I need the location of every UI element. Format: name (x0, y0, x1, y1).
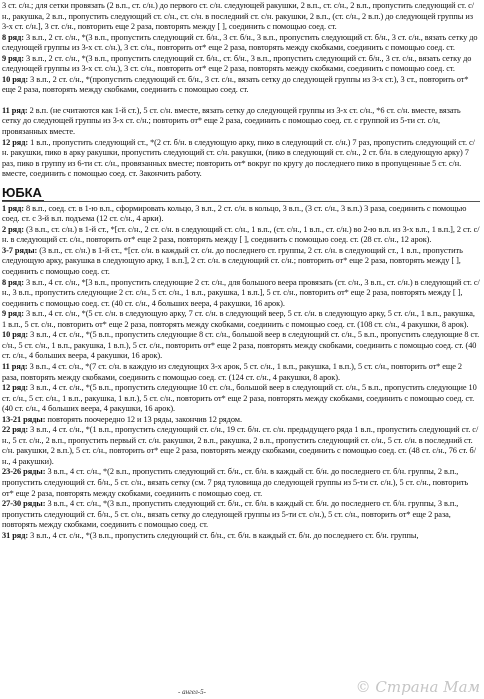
row-label: 8 ряд: (2, 277, 24, 287)
row-label: 1 ряд: (2, 203, 24, 213)
row-paragraph (2, 415, 480, 426)
row-label: 10 ряд: (2, 74, 29, 84)
row-label: 9 ряд: (2, 53, 24, 63)
row-text: 3 в.п., 2 ст. с/н., *(3 в.п., пропустить следующий ст. б/н., 3 ст. б/н., 3 в.п., пропустить следующий ст. б/н., 3 ст. с/н., вязать сетку до следующей группы из 3-х ст. с/н.), 3 ст. с/н., повторить от* еще 2 раза, повторять между скобками, соединить с помощью соед. ст. (2, 32, 478, 53)
bodice-final-rows (2, 106, 480, 180)
intro-text: 3 ст. с/н.; для сетки провязать (2 в.п., ст. с/н.) до первого ст. с/н. следующей ракушки, 2 в.п., ст. с/н., 2 в.п., пропустить следующий ст. с/н., ракушка, 2 в.п., пропустить следующий ст. с/н., ст. с/н. в последний ст. с/н. ракушки, 2 в.п., (ст. с/н., 2 в.п.) до следующей группы из 3-х ст. с/н.], 3 ст. с/н., повторить еще 2 раза, повторять между [ ], соединить с помощью соед. ст. (2, 1, 475, 32)
row-text: 3 в.п., 2 ст. с/н., *(пропустить следующий ст. б/н., 3 ст. с/н., вязать сетку до следующей группы из 3-х ст.), 3 ст., повторить от* еще 2 раза, повторять между скобками, соединить с помощью соед. ст. (2, 74, 469, 95)
row-paragraph (2, 499, 480, 531)
row-label: 23-26 ряды: (2, 467, 46, 477)
row-text: 3 в.п., 4 ст. с/н., *(5 в.п., пропустить следующие 10 ст. с/н., большой веер в следующий ст. с/н., 5 в.п., пропустить следующие 10 ст. с/н., 5 ст. с/н., 1 в.п., ракушка, 1 в.п.), 5 ст. с/н., повторить от* еще 2 раза, повторять между скобками, соединить с помощью соед. ст. (40 ст. с/н., 4 больших веера, 4 ракушки, 16 арок). (2, 383, 477, 414)
row-text: 3 в.п., 2 ст. с/н., *(3 в.п., пропустить следующий ст. б/н., ст. б/н., 3 в.п., пропустить следующий ст. б/н., 3 ст. с/н., вязать сетку до следующей группы из 3-х ст. с/н.), 3 ст. с/н., повторить от* еще 2 раза, повторять между скобками, соединить с помощью соед. ст. (2, 53, 472, 74)
row-text: 3 в.п., 4 ст. с/н., *(3 в.п., пропустить следующий ст. б/н., ст. б/н. в каждый ст. б/н. до последнего ст. б/н. группы, 3 в.п., пропустить следующий ст. б/н., 5 ст. с/н., вязать сетку до следующей группы из 5-ти ст. с/н.), 5 ст. с/н., повторить от* еще 2 раза, повторять между скобками, соединить с помощью соед. ст. (2, 499, 459, 530)
row-label: 3-7 ряды: (2, 245, 38, 255)
bodice-rows (2, 33, 480, 96)
row-text: 3 в.п., 4 ст. с/н., *(5 ст. с/н. в следующую арку, 7 ст. с/н. в следующий веер, 5 ст. с/н. в следующую арку, 5 ст. с/н., 1 в.п., ракушка, 1 в.п., 5 ст. с/н., повторить от* еще 2 раза, повторять между скобками, соединить с помощью соед. ст. (108 ст. с/н., 4 ракушки, 8 арок). (2, 309, 475, 329)
row-text: 3 в.п., 4 ст. с/н., *(5 в.п., пропустить следующие 8 ст. с/н., большой веер в следующий ст. с/н., 5 в.п., пропустить следующие 8 ст. с/н., 5 ст. с/н., 1 в.п., ракушка, 1 в.п.), 5 ст. с/н., повторить от* еще 2 раза, повторять между скобками, соединить с помощью соед. ст. (40 ст. с/н., 4 больших веера, 4 ракушки, 16 арок). (2, 330, 480, 361)
intro-paragraph (2, 1, 480, 33)
row-paragraph (2, 467, 480, 499)
row-paragraph (2, 309, 480, 330)
row-text: 8 в.п., соед. ст. в 1-ю в.п., сформировать кольцо, 3 в.п., 2 ст. с/н. в кольцо, 3 в.п., (3 ст. с/н., 3 в.п.) 3 раза, соединить с помощью соед. ст. с 3-й в.п. подъема (12 ст. с/н., 4 арки). (2, 203, 467, 224)
row-label: 22 ряд: (2, 425, 29, 435)
row-label: 27-30 ряды: (2, 499, 46, 509)
row-text: 1 в.п., пропустить следующий ст., *(2 ст. б/н. в следующую арку, пико в следующий ст. с/н.) 7 раз, пропустить следующий ст. с/н. ракушки, пико в арку ракушки, пропустить следующий ст. с/н. ракушки, (пико в следующий ст. с/н., 2 ст. б/н. в следующую арку) 7 раз, пико в группу из 6-ти ст. с/н., провязанных вместе; повторить от* вокруг по кругу до последнего пико в пропущенные 5 ст. с/н. вместе, соединить с помощью соед. ст. Закончить работу. (2, 137, 475, 179)
row-text: 2 в.п. (не считаются как 1-й ст.), 5 ст. с/н. вместе, вязать сетку до следующей группы из 3-х ст. с/н., *6 ст. с/н. вместе, вязать сетку до следующей группы из 3-х ст. с/н.; повторить от* еще 2 раза, соединить с помощью соед. ст. с группой из 5-ти ст. с/н, провязанных вместе. (2, 105, 461, 137)
row-paragraph (2, 246, 480, 278)
row-paragraph (2, 75, 480, 96)
row-paragraph (2, 33, 480, 54)
row-text: (3 в.п., ст. с/н.) в 1-й ст., *[ст. с/н., 2 ст. с/н. в следующий ст. с/н., 1 в.п., (ст. с/н., 1 в.п., ст. с/н.) во 2-ю в.п. из 3-х в.п., 1 в.п.], 2 ст. с/н. в следующий ст. с/н., повторить от* еще 2 раза, повторять между [ ], соединить с помощью соед. ст. (28 ст. с/н., 12 арок). (2, 224, 480, 245)
row-label: 12 ряд: (2, 383, 29, 393)
row-text: 3 в.п., 4 ст. с/н., *(1 в.п., пропустить следующий ст. с/н., 19 ст. б/н. ст. с/н. предыдущего ряда 1 в.п., пропустить следующий ст. с/н., 5 ст. с/н., 2 в.п., пропустить первый ст. с/н. ракушки, 2 в.п., ракушка, 2 в.п., пропустить следующий ст. с/н., 5 ст. с/н. в последний ст. с/н. ракушки, 2 в.п.), 5 ст. с/н., повторить от* еще 2 раза, повторять между скобками, соединить с помощью соед. ст. (48 ст. с/н., 76 ст. б/н., 4 ракушки). (2, 425, 479, 466)
row-label: 12 ряд: (2, 137, 29, 147)
watermark-logo: © Страна Мам (355, 678, 480, 696)
row-paragraph (2, 278, 480, 310)
row-label: 11 ряд: (2, 105, 28, 115)
section-divider (2, 201, 480, 202)
row-text: 3 в.п., 4 ст. с/н., *(2 в.п., пропустить следующий ст. б/н., ст. б/н. в каждый ст. б/н. до последнего ст. б/н. группы, 2 в.п., пропустить следующий ст. б/н., 5 ст. с/н., вязать сетку (см. 7 ряд туловища до следующей группы из 5-ти ст. с/н.), 5 ст. с/н., повторить от* еще 2 раза, повторять между скобками, соединить с помощью соед. ст. (2, 467, 469, 498)
row-paragraph (2, 362, 480, 383)
row-paragraph (2, 204, 480, 225)
row-text: повторять поочередно 12 и 13 ряды, закончив 12 рядом. (47, 414, 243, 424)
row-paragraph (2, 425, 480, 467)
section-title: ЮБКА (2, 184, 42, 200)
row-paragraph (2, 225, 480, 246)
row-paragraph (2, 531, 480, 542)
row-label: 13-21 ряды: (2, 414, 46, 424)
row-label: 11 ряд: (2, 361, 28, 371)
footer-signature: - ангел-5- (178, 688, 206, 696)
document-body (2, 1, 480, 541)
row-label: 9 ряд: (2, 309, 24, 319)
row-paragraph (2, 330, 480, 362)
row-text: 3 в.п., 4 ст. с/н., *(7 ст. с/н. в каждую из следующих 3-х арок, 5 ст. с/н., 1 в.п., ракушка, 1 в.п.), 5 ст. с/н., повторить от* еще 2 раза, повторять между скобками, соединить с помощью соед. ст. (124 ст. с/н., 4 ракушки, 8 арок). (2, 361, 463, 382)
row-paragraph (2, 106, 480, 138)
row-paragraph (2, 54, 480, 75)
row-text: (3 в.п., ст. с/н.) в 1-й ст., *[ст. с/н. в каждый ст. с/н. до последнего ст. группы, 2 ст. с/н. в следующий ст., 1 в.п., пропустить следующую арку, ракушка в следующую арку, 1 в.п.], 2 ст. с/н. в следующий ст. с/н.; повторить от* еще 2 раза, повторять между [ ], соединить с помощью соед. ст. (2, 245, 463, 277)
row-label: 2 ряд: (2, 224, 24, 234)
row-label: 8 ряд: (2, 32, 24, 42)
row-label: 31 ряд: (2, 530, 29, 540)
row-label: 10 ряд: (2, 330, 29, 340)
skirt-rows (2, 204, 480, 542)
row-paragraph (2, 383, 480, 415)
row-text: 3 в.п., 4 ст. с/н., *(3 в.п., пропустить следующий ст. б/н., ст. б/н. в каждый ст. б/н. до последнего ст. б/н. группы, (30, 530, 419, 540)
row-text: 3 в.п., 4 ст. с/н., *[3 в.п., пропустить следующие 2 ст. с/н., для большого веера провязать (ст. с/н., 3 в.п., ст. с/н.) в следующий ст. с/н., 3 в.п., пропустить следующие 2 ст. с/н., 5 ст. с/н., 1 в.п., ракушка, 1 в.п.], 5 ст. с/н., повторить от* еще 2 раза, повторять между [ ], соединить с помощью соед. ст. (40 ст. с/н., 4 больших веера, 4 ракушки, 16 арок). (2, 277, 480, 308)
row-paragraph (2, 138, 480, 180)
